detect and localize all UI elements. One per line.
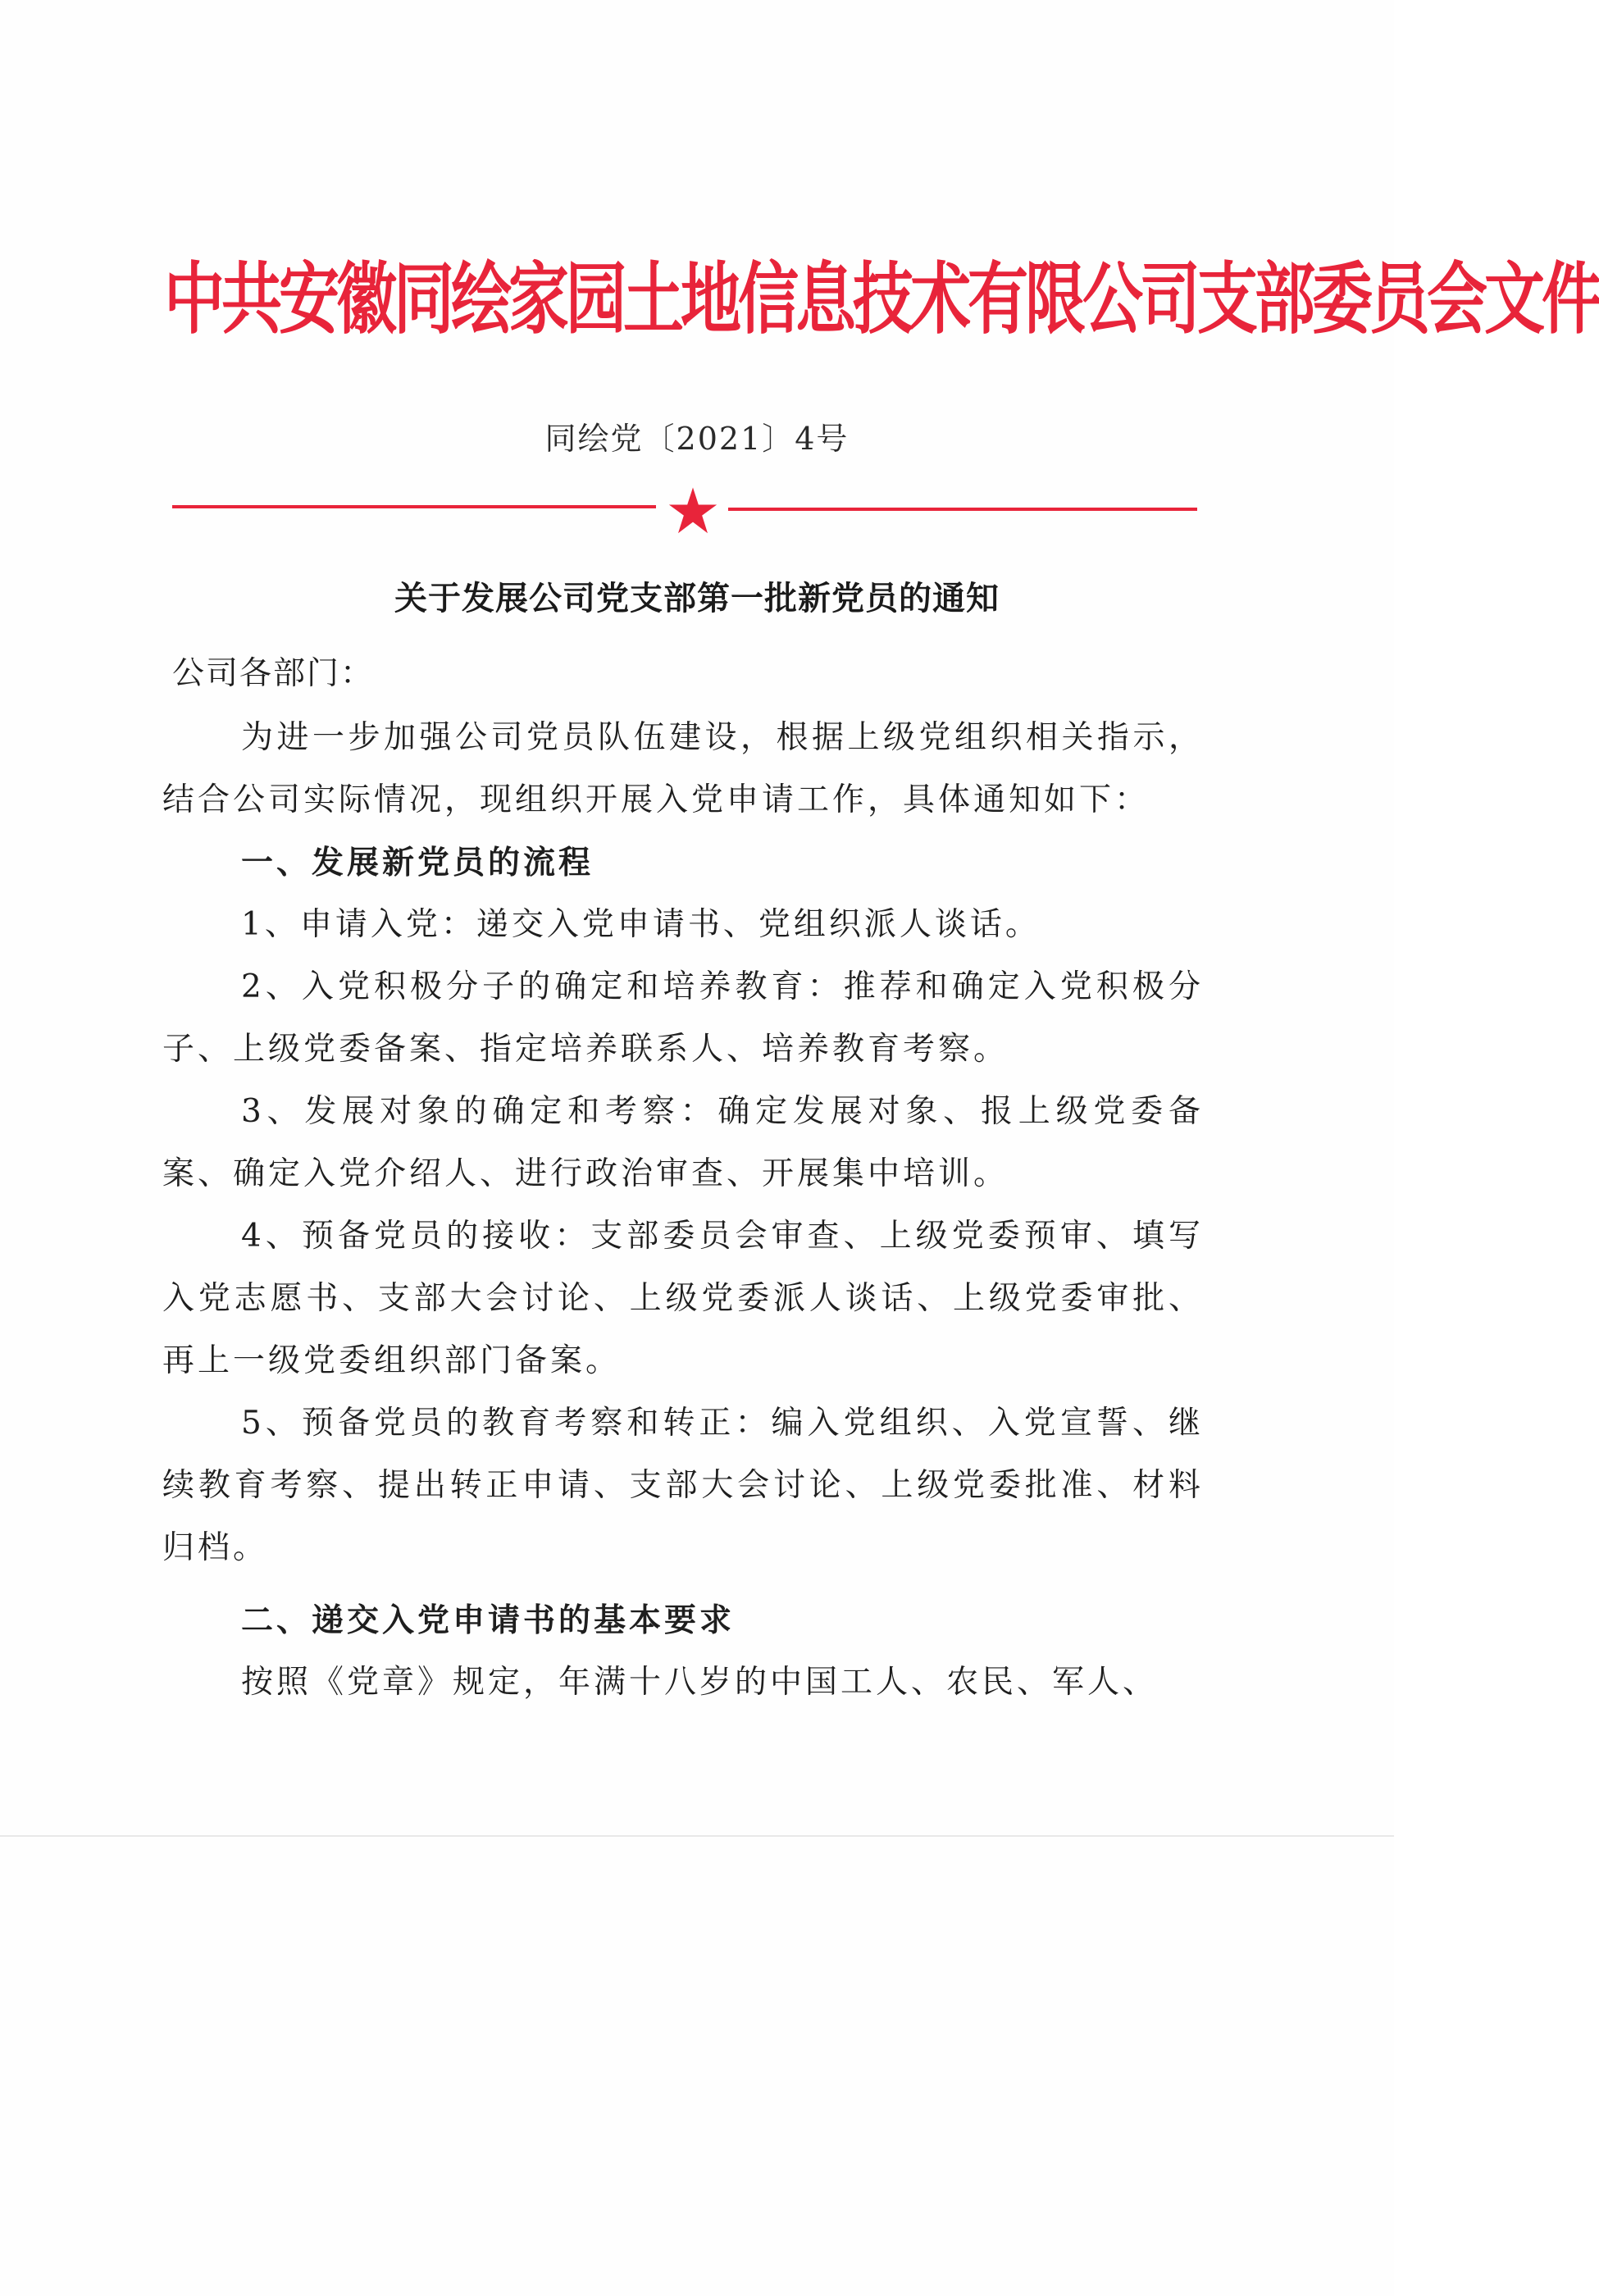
list-item: 4、预备党员的接收：支部委员会审查、上级党委预审、填写入党志愿书、支部大会讨论、上级党委派人谈话、上级党委审批、再上一级党委组织部门备案。 bbox=[162, 1218, 1204, 1379]
section-heading-1: 一、发展新党员的流程 bbox=[241, 844, 594, 882]
list-item: 1、申请入党：递交入党申请书、党组织派人谈话。 bbox=[241, 906, 1041, 943]
red-star-icon bbox=[667, 485, 718, 536]
red-divider bbox=[172, 492, 1197, 541]
list-item: 5、预备党员的教育考察和转正：编入党组织、入党宣誓、继续教育考察、提出转正申请、支部大会讨论、上级党委批准、材料归档。 bbox=[162, 1405, 1204, 1566]
section-heading-2: 二、递交入党申请书的基本要求 bbox=[241, 1601, 736, 1639]
list-item: 2、入党积极分子的确定和培养教育：推荐和确定入党积极分子、上级党委备案、指定培养联系人、培养教育考察。 bbox=[162, 968, 1204, 1068]
document-body bbox=[162, 707, 1204, 1714]
intro-paragraph: 为进一步加强公司党员队伍建设，根据上级党组织相关指示，结合公司实际情况，现组织开展入党申请工作，具体通知如下： bbox=[162, 719, 1204, 818]
scan-edge-line bbox=[0, 1835, 1394, 1837]
document-number: 同绘党〔2021〕4号 bbox=[544, 421, 850, 457]
divider-left-rule bbox=[172, 505, 656, 508]
salutation: 公司各部门： bbox=[172, 655, 375, 692]
section2-paragraph: 按照《党章》规定，年满十八岁的中国工人、农民、军人、 bbox=[241, 1664, 1159, 1701]
red-header-title: 中共安徽同绘家园土地信息技术有限公司支部委员会文件 bbox=[164, 254, 1599, 345]
divider-right-rule bbox=[728, 508, 1197, 511]
list-item: 3、发展对象的确定和考察：确定发展对象、报上级党委备案、确定入党介绍人、进行政治审查、开展集中培训。 bbox=[162, 1093, 1204, 1192]
document-title: 关于发展公司党支部第一批新党员的通知 bbox=[394, 579, 1000, 617]
paragraph-gap bbox=[162, 1579, 1204, 1589]
